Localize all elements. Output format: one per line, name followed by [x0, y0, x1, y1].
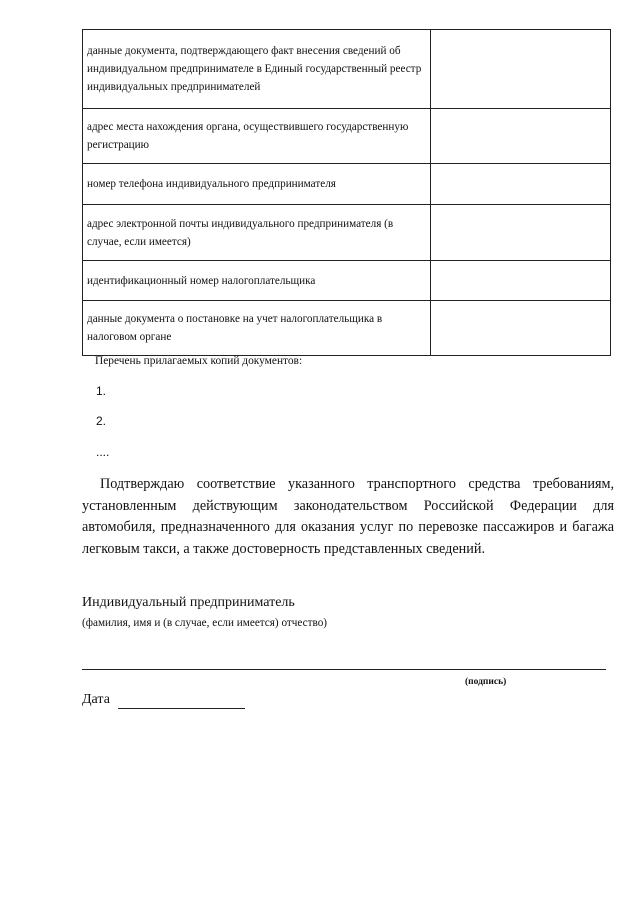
table-row: [83, 30, 611, 109]
row-value: [431, 164, 611, 205]
row-label: номер телефона индивидуального предпринимателя: [83, 164, 431, 205]
confirmation-paragraph: Подтверждаю соответствие указанного транспортного средства требованиям, установленным действующим законодательством Российской Федерации для автомобиля, предназначенного для оказания услуг по перевозке пассажиров и багажа легковым такси, а также достоверность представленных сведений.: [82, 476, 614, 557]
table-row: [83, 109, 611, 164]
row-value: [431, 109, 611, 164]
row-label: данные документа, подтверждающего факт внесения сведений об индивидуальном предпринимателе в Единый государственный реестр индивидуальных предпринимателей: [83, 30, 431, 109]
table-row: [83, 205, 611, 261]
signature-line: [82, 669, 606, 670]
applicant-info-table: [82, 29, 611, 356]
signature-caption: (подпись): [465, 677, 507, 687]
row-label: адрес электронной почты индивидуального предпринимателя (в случае, если имеется): [83, 205, 431, 261]
row-label: данные документа о постановке на учет налогоплательщика в налоговом органе: [83, 301, 431, 356]
row-value: [431, 205, 611, 261]
attachment-item: 1.: [96, 384, 107, 398]
table-row: [83, 261, 611, 301]
attachments-title: Перечень прилагаемых копий документов:: [95, 355, 303, 367]
date-label: Дата: [82, 692, 110, 707]
attachment-item: 2.: [96, 414, 107, 428]
table-row: [83, 301, 611, 356]
table-row: [83, 164, 611, 205]
date-line: [118, 708, 245, 709]
row-label: адрес места нахождения органа, осуществившего государственную регистрацию: [83, 109, 431, 164]
attachment-item: ....: [96, 445, 110, 459]
row-label: идентификационный номер налогоплательщика: [83, 261, 431, 301]
row-value: [431, 301, 611, 356]
entrepreneur-name-hint: (фамилия, имя и (в случае, если имеется) отчество): [82, 617, 328, 629]
row-value: [431, 261, 611, 301]
entrepreneur-title: Индивидуальный предприниматель: [82, 595, 295, 610]
row-value: [431, 30, 611, 109]
